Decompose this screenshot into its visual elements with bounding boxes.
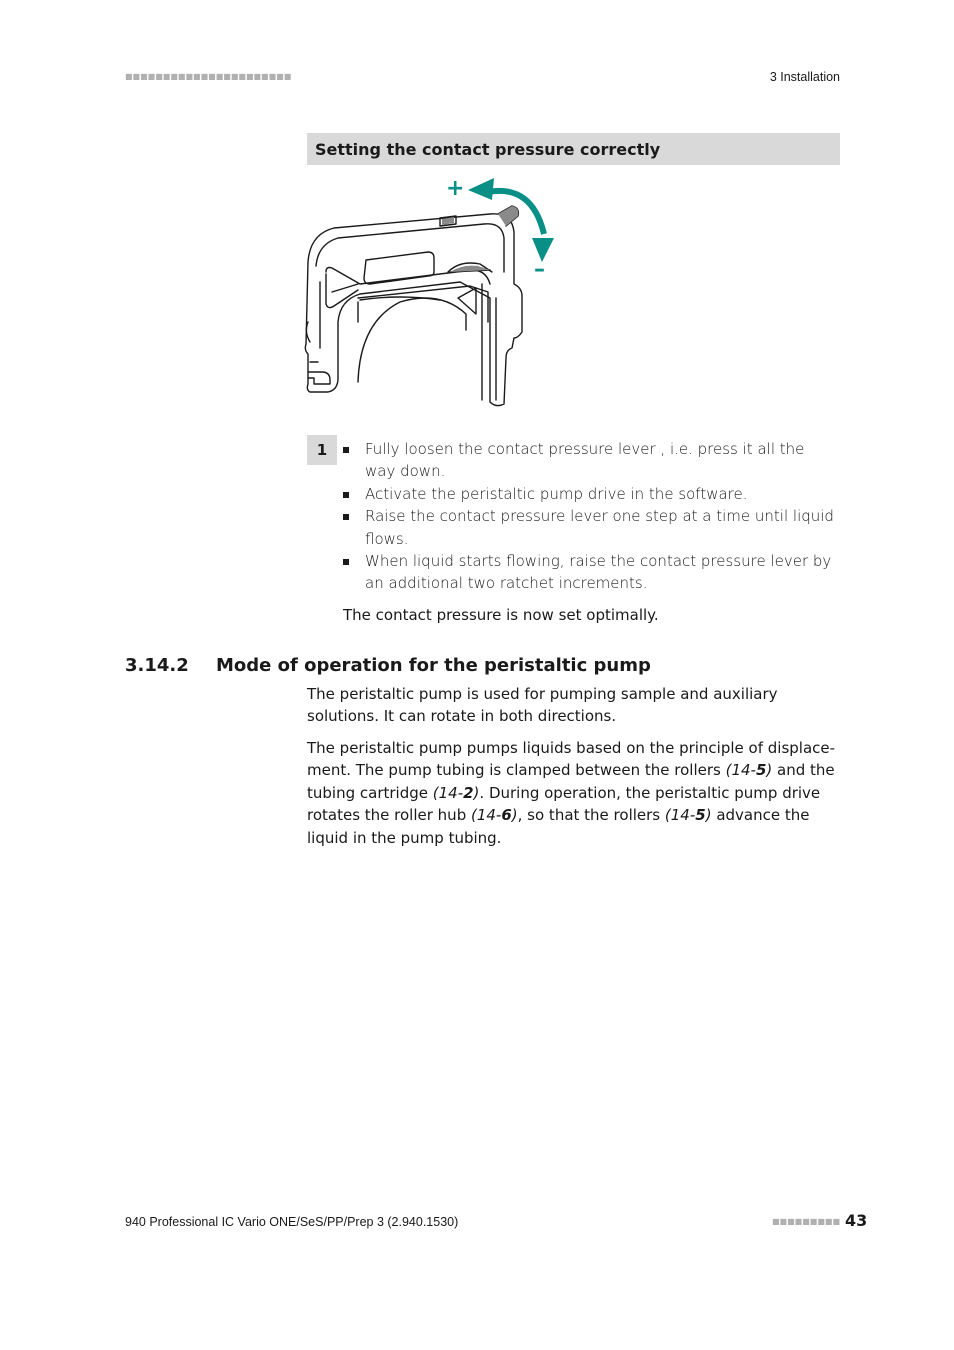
footer-product-name: 940 Professional IC Vario ONE/SeS/PP/Prep 3 (2.940.1530) [125, 1215, 459, 1229]
reference-number: 2 [463, 783, 474, 802]
footer-decoration: ■■■■■■■■■ [772, 1217, 841, 1226]
bullet-square-icon [343, 492, 349, 498]
paragraph-text: advance the liquid in the pump tubing. [307, 806, 810, 847]
list-item-text: Activate the peristaltic pump drive in the software. [365, 484, 748, 503]
reference-number: 5 [695, 806, 706, 825]
reference-prefix: (14- [664, 806, 696, 825]
reference-prefix: (14- [470, 806, 502, 825]
page-number: 43 [845, 1211, 868, 1230]
reference-suffix: ) [766, 761, 773, 780]
paragraph-text: The peristaltic pump pumps liquids based on the principle of displace-ment. The pump tubing is clamped between the rollers [307, 739, 836, 780]
bullet-square-icon [343, 447, 349, 453]
step-instruction-list [343, 438, 838, 595]
header-chapter-title: 3 Installation [769, 70, 840, 84]
bullet-square-icon [343, 514, 349, 520]
step-number-badge: 1 [307, 435, 337, 465]
section-number: 3.14.2 [125, 655, 189, 676]
list-item [343, 438, 838, 483]
figure-reference [433, 784, 480, 802]
figure-reference [726, 761, 773, 779]
list-item-text: When liquid starts flowing, raise the contact pressure lever by an additional two ratchet increments. [365, 552, 832, 593]
paragraph-text: . During operation, the peristaltic pump drive rotates the roller hub [307, 783, 821, 825]
reference-prefix: (14- [725, 761, 756, 780]
body-paragraph-2 [307, 737, 840, 849]
tubing-cartridge-drawing [300, 172, 560, 408]
reference-suffix: ) [511, 806, 518, 825]
step-result-text: The contact pressure is now set optimally. [343, 606, 659, 624]
section-title: Mode of operation for the peristaltic pump [216, 655, 651, 676]
procedure-title-box [307, 133, 840, 165]
reference-number: 6 [501, 806, 512, 825]
body-paragraph-1: The peristaltic pump is used for pumping sample and auxiliary solutions. It can rotate in both directions. [307, 685, 778, 726]
decrease-sign: – [534, 257, 545, 282]
bullet-square-icon [343, 559, 349, 565]
paragraph-text: , so that the rollers [517, 806, 665, 825]
reference-suffix: ) [473, 783, 480, 802]
contact-pressure-lever-illustration [300, 172, 560, 408]
header-decoration: ■■■■■■■■■■■■■■■■■■■■■■ [125, 72, 292, 81]
list-item [343, 550, 838, 595]
section-heading [125, 655, 840, 676]
paragraph-text: and the tubing cartridge [307, 761, 835, 802]
increase-sign: + [446, 176, 465, 201]
figure-reference [665, 806, 712, 824]
figure-reference [471, 806, 518, 824]
reference-prefix: (14- [432, 783, 464, 802]
list-item [343, 505, 838, 550]
arrow-head-up-icon [468, 178, 494, 200]
list-item-text: Raise the contact pressure lever one step at a time until liquid flows. [365, 507, 834, 548]
reference-suffix: ) [705, 806, 712, 825]
list-item [343, 483, 838, 505]
list-item-text: Fully loosen the contact pressure lever , i.e. press it all the way down. [365, 440, 805, 481]
procedure-title: Setting the contact pressure correctly [315, 139, 661, 159]
reference-number: 5 [755, 761, 767, 780]
